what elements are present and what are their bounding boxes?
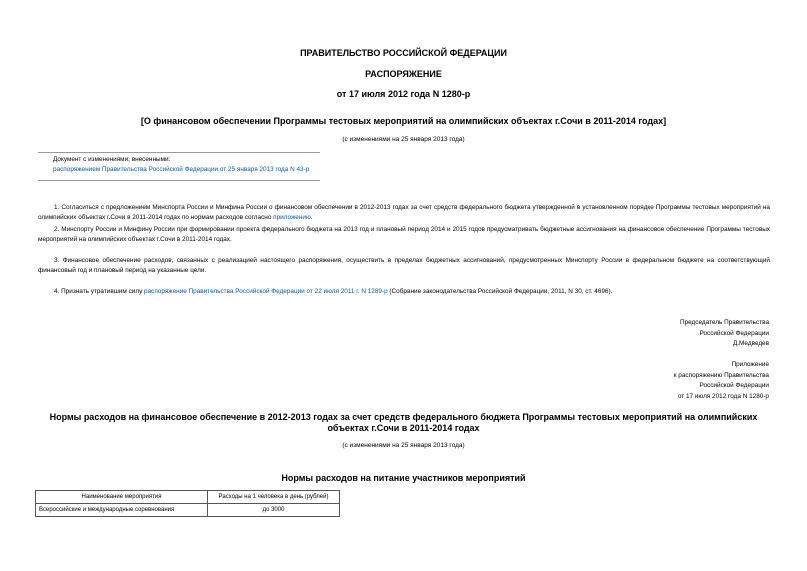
- appendix-ref: к распоряжению Правительства: [673, 371, 769, 379]
- table-header-name: Наименование мероприятия: [36, 491, 208, 504]
- appendix-date: от 17 июля 2012 года N 1280-р: [677, 392, 769, 400]
- norms-title-line1: Нормы расходов на финансовое обеспечение в 2012-2013 годах за счет средств федерального бюджета Программы тестовых мероприятий на олимпийских: [49, 412, 758, 422]
- signature-block: [680, 318, 769, 350]
- table-header-cost: Расходы на 1 человека в день (рублей): [208, 491, 340, 504]
- paragraph-2: 2. Минспорту России и Минфину России при формировании проекта федерального бюджета на 2013 год и плановый период 2014 и 2015 годов предусматривать бюджетные ассигнования на финансовое обеспечение Программы тестовых мероприятий на олимпийских объектах г.Сочи в 2011-2014 годах.: [38, 226, 770, 243]
- norms-subtitle: Нормы расходов на питание участников мероприятий: [281, 473, 526, 483]
- paragraph-3: 3. Финансовое обеспечение расходов, связанных с реализацией настоящего распоряжения, осуществить в пределах бюджетных ассигнований, предусмотренных Минспорту России в федеральном бюджете на соответствующий финансовый год и плановый период на указанные цели.: [38, 257, 770, 274]
- appendix-org: Российской Федерации: [699, 382, 769, 389]
- table-cell-name: Всероссийские и международные соревнования: [36, 504, 208, 517]
- paragraph-4-prefix: 4. Признать утратившим силу: [54, 288, 145, 295]
- norms-table: [35, 490, 340, 517]
- appendix-link[interactable]: приложению: [273, 214, 311, 221]
- changes-box: [53, 155, 309, 175]
- divider-top: [38, 152, 320, 153]
- table-header-row: [36, 491, 340, 504]
- paragraph-1: 1. Согласиться с предложением Минспорта России и Минфина России о финансовом обеспечении в 2012-2013 годах за счет средств федерального бюджета утвержденной в установленном порядке Программы тестовых мероприятий на олимпийских объектах г.Сочи в 2011-2014 годах по нормам расходов согласно приложению.: [38, 204, 770, 221]
- norms-changes-note: (с изменениями на 25 января 2013 года): [342, 442, 465, 449]
- norms-title-line2: объектах г.Сочи в 2011-2014 годах: [327, 423, 480, 433]
- changes-link[interactable]: распоряжением Правительства Российской Федерации от 25 января 2013 года N 43-р: [53, 166, 310, 173]
- paragraph-4: [38, 287, 770, 297]
- paragraph-1-text: 1. Согласиться с предложением Минспорта России и Минфина России о финансовом обеспечении в 2012-2013 годах за счет средств федерального бюджета утвержденной в установленном порядке Программы тестовых мероприятий на олимпийских объектах г.Сочи в 2011-2014 годах по нормам расходов согласно: [38, 204, 770, 221]
- table-row: [36, 504, 340, 517]
- government-heading: ПРАВИТЕЛЬСТВО РОССИЙСКОЙ ФЕДЕРАЦИИ: [300, 48, 507, 58]
- appendix-block: [674, 360, 769, 402]
- signature-org: Российской Федерации: [699, 329, 769, 337]
- changes-intro: Документ с изменениями, внесенными:: [53, 156, 171, 163]
- changes-note: (с изменениями на 25 января 2013 года): [342, 136, 465, 143]
- signature-name: Д.Медведев: [732, 340, 769, 347]
- table-cell-cost: до 3000: [208, 504, 340, 517]
- repealed-order-link[interactable]: распоряжение Правительства Российской Федерации от 22 июля 2011 г. N 1289-р: [144, 288, 388, 295]
- paragraph-4-suffix: (Собрание законодательства Российской Федерации, 2011, N 30, ст. 4696).: [387, 288, 613, 295]
- norms-title: [0, 412, 807, 434]
- divider-bottom: [38, 180, 320, 181]
- doc-date: от 17 июля 2012 года N 1280-р: [336, 89, 471, 99]
- appendix-label: Приложение: [731, 361, 769, 368]
- doc-type-heading: РАСПОРЯЖЕНИЕ: [365, 69, 442, 79]
- doc-title: [О финансовом обеспечении Программы тестовых мероприятий на олимпийских объектах г.Сочи в 2011-2014 годах]: [140, 116, 667, 126]
- signature-position: Председатель Правительства: [680, 319, 769, 326]
